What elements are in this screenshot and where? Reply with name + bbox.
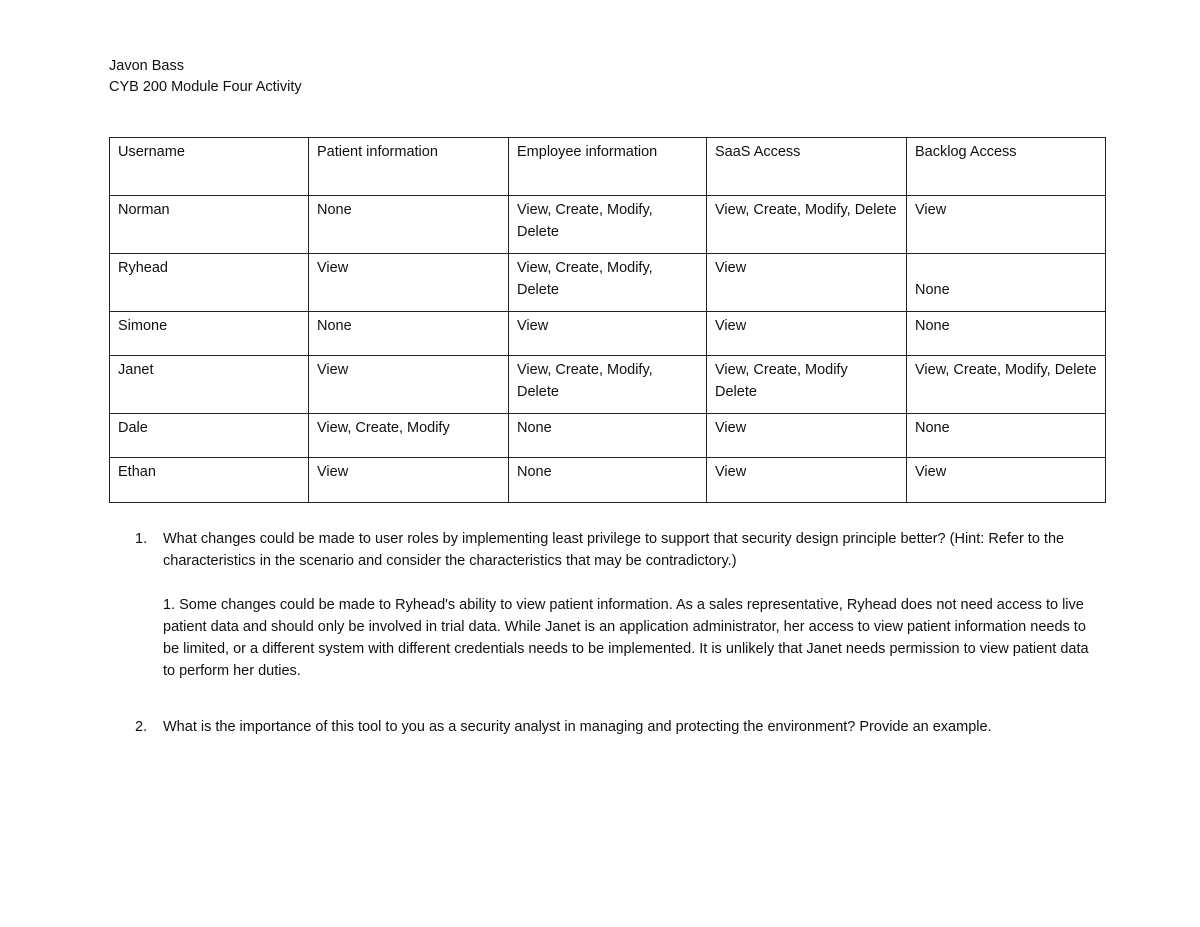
column-header-employee-information: Employee information [509,138,707,196]
table-cell-text: None [915,282,950,298]
column-header-username: Username [110,138,309,196]
access-control-table [109,137,1106,503]
table-cell: View [907,458,1106,503]
table-row [110,254,1106,312]
table-cell: Ethan [110,458,309,503]
question-item [109,528,1089,682]
author-name: Javon Bass [109,58,184,74]
table-cell: None [309,196,509,254]
table-row [110,458,1106,503]
question-item [109,716,1089,738]
table-cell: View [707,254,907,312]
table-cell: View [309,356,509,414]
table-cell [707,356,907,414]
table-row [110,196,1106,254]
table-row [110,414,1106,458]
table-cell [907,254,1106,312]
table-header-row [110,138,1106,196]
table-row [110,356,1106,414]
question-text: What changes could be made to user roles by implementing least privilege to support that security design principle better? (Hint: Refer to the characteristics in the scenario and consider the characteristics that may be contradictory.) [163,531,1065,569]
table-cell: Janet [110,356,309,414]
table-cell: None [907,312,1106,356]
table-cell: View [509,312,707,356]
table-cell: View, Create, Modify, Delete [509,254,707,312]
table-cell: View, Create, Modify, Delete [509,356,707,414]
answer-text: 1. Some changes could be made to Ryhead's ability to view patient information. As a sales representative, Ryhead does not need access to live patient data and should only be involved in trial data. While Janet is an application administrator, her access to view patient information needs to be limited, or a different system with different credentials needs to be implemented. It is unlikely that Janet needs permission to view patient data to perform her duties. [163,597,1089,679]
question-number: 1. [135,531,148,547]
questions-list [109,528,1089,738]
column-header-backlog-access: Backlog Access [907,138,1106,196]
table-cell: View [707,414,907,458]
question-number: 2. [135,719,148,735]
table-cell: View, Create, Modify [309,414,509,458]
course-title: CYB 200 Module Four Activity [109,79,302,95]
table-cell: None [509,458,707,503]
table-cell: View [309,458,509,503]
table-cell-text: View, Create, Modify Delete [715,362,848,400]
question-text: What is the importance of this tool to you as a security analyst in managing and protecting the environment? Provide an example. [163,719,992,735]
table-cell: View, Create, Modify, Delete [707,196,907,254]
table-cell: Dale [110,414,309,458]
table-cell: View [707,458,907,503]
table-cell: View [309,254,509,312]
table-row [110,312,1106,356]
table-cell: View, Create, Modify, Delete [907,356,1106,414]
table-cell: Ryhead [110,254,309,312]
table-cell: None [907,414,1106,458]
table-cell: Simone [110,312,309,356]
table-cell: View [907,196,1106,254]
column-header-patient-information: Patient information [309,138,509,196]
table-cell: Norman [110,196,309,254]
table-cell: View, Create, Modify, Delete [509,196,707,254]
table-cell: View [707,312,907,356]
column-header-saas-access: SaaS Access [707,138,907,196]
table-cell: None [309,312,509,356]
table-cell: None [509,414,707,458]
